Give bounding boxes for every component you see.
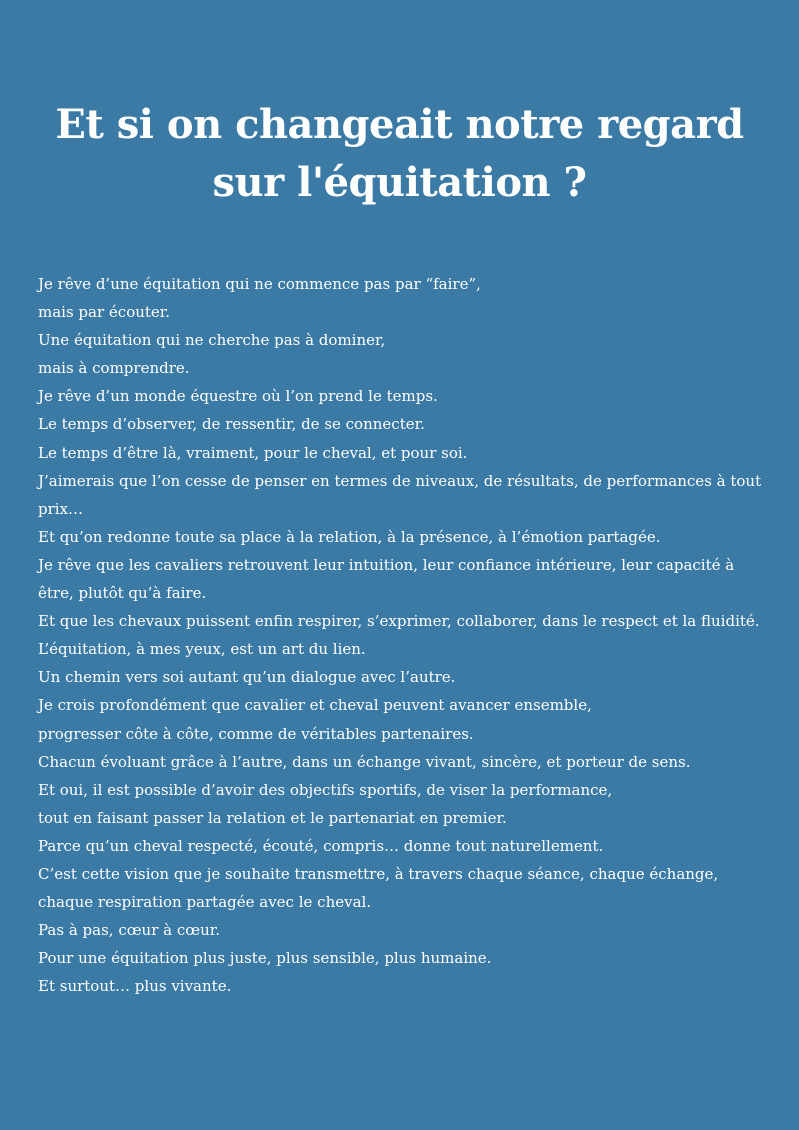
paragraph-line: Chacun évoluant grâce à l’autre, dans un échange vivant, sincère, et porteur de sens.	[38, 752, 691, 771]
paragraph-line: mais par écouter.	[38, 303, 171, 322]
paragraph-line: Pas à pas, cœur à cœur.	[38, 921, 221, 940]
body-text	[38, 270, 766, 1000]
paragraph-line: Et oui, il est possible d’avoir des objectifs sportifs, de viser la performance,	[38, 780, 613, 799]
paragraph-line: Pour une équitation plus juste, plus sensible, plus humaine.	[38, 949, 492, 968]
paragraph-line: tout en faisant passer la relation et le partenariat en premier.	[38, 808, 507, 827]
paragraph-line: Un chemin vers soi autant qu’un dialogue avec l’autre.	[38, 668, 456, 687]
paragraph-line: C’est cette vision que je souhaite transmettre, à travers chaque séance, chaque échange, chaque respiration partagée avec le cheval.	[38, 864, 719, 912]
paragraph-line: L’équitation, à mes yeux, est un art du lien.	[38, 640, 366, 659]
paragraph-line: Je crois profondément que cavalier et cheval peuvent avancer ensemble,	[38, 696, 592, 715]
paragraph-line: Je rêve que les cavaliers retrouvent leur intuition, leur confiance intérieure, leur capacité à être, plutôt qu’à faire.	[38, 555, 735, 603]
paragraph-line: Je rêve d’un monde équestre où l’on prend le temps.	[38, 387, 438, 406]
paragraph-line: Le temps d’être là, vraiment, pour le cheval, et pour soi.	[38, 443, 468, 462]
paragraph-line: Je rêve d’une équitation qui ne commence pas par “faire”,	[38, 275, 481, 293]
paragraph-line: Et que les chevaux puissent enfin respirer, s’exprimer, collaborer, dans le respect et la fluidité.	[38, 612, 760, 631]
page-title: Et si on changeait notre regard sur l'équitation ?	[55, 101, 744, 206]
paragraph-line: J’aimerais que l’on cesse de penser en termes de niveaux, de résultats, de performances à tout prix…	[38, 471, 762, 518]
paragraph-line: progresser côte à côte, comme de véritables partenaires.	[38, 724, 474, 743]
paragraph-line: Une équitation qui ne cherche pas à dominer,	[38, 331, 386, 350]
paragraph-line: Le temps d’observer, de ressentir, de se connecter.	[38, 415, 425, 434]
paragraph-line: Parce qu’un cheval respecté, écouté, compris… donne tout naturellement.	[38, 836, 604, 855]
paragraph-line: mais à comprendre.	[38, 359, 190, 378]
paragraph-line: Et qu’on redonne toute sa place à la relation, à la présence, à l’émotion partagée.	[38, 527, 661, 546]
paragraph-line: Et surtout… plus vivante.	[38, 977, 232, 996]
